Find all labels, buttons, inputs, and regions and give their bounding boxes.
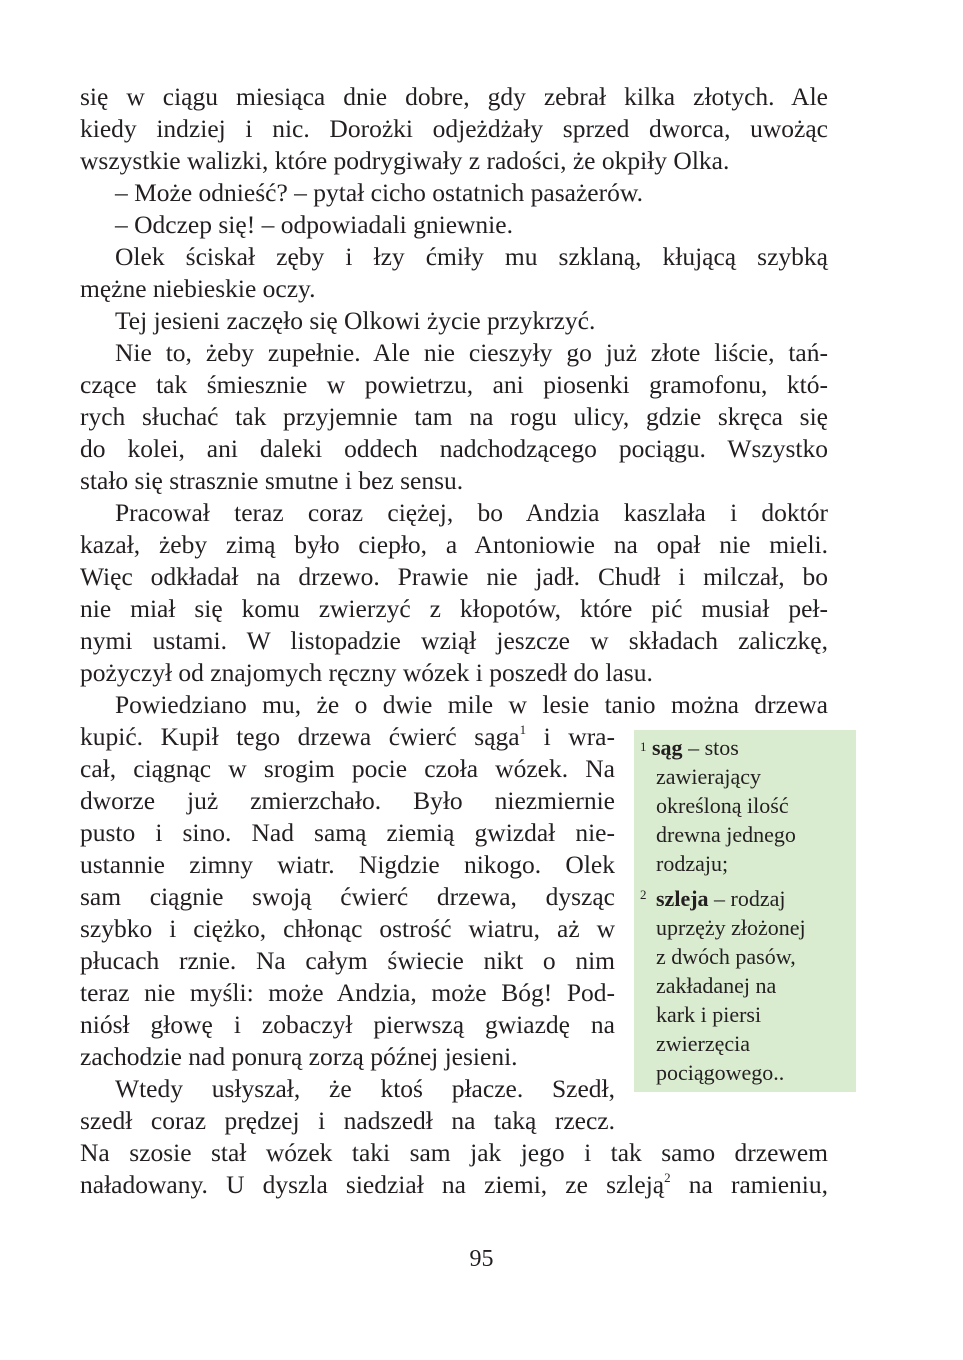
glossary-entry-line: uprzęży złożonej	[656, 915, 806, 940]
footnote-ref-1: 1	[519, 722, 527, 737]
glossary-entry-line	[652, 733, 739, 762]
glossary-box	[634, 730, 856, 1092]
glossary-definition: – stos	[682, 735, 739, 760]
text-line: Więc odkładał na drzewo. Prawie nie jadł. Chudł i milczał, bo	[80, 562, 828, 591]
glossary-term-szleja: szleja	[656, 886, 709, 911]
text-line: szybko i ciężko, chłonąc ostrość wiatru, aż w	[80, 914, 615, 943]
text-line: niósł głowę i zobaczył pierwszą gwiazdę na	[80, 1010, 615, 1039]
text-line: zachodzie nad ponurą zorzą późnej jesieni.	[80, 1042, 518, 1071]
text-fragment: i wra-	[526, 722, 615, 751]
text-line-with-footnote	[80, 721, 615, 753]
footnote-ref-2: 2	[664, 1170, 671, 1185]
text-line: ustannie zimny wiatr. Nigdzie nikogo. Olek	[80, 850, 615, 879]
glossary-entry-line: zakładanej na	[656, 973, 777, 998]
text-line: stało się strasznie smutne i bez sensu.	[80, 466, 464, 495]
text-line: się w ciągu miesiąca dnie dobre, gdy zebrał kilka złotych. Ale	[80, 82, 828, 111]
text-line: Nie to, żeby zupełnie. Ale nie cieszyły go już złote liście, tań-	[115, 338, 828, 367]
glossary-definition: – rodzaj	[708, 886, 786, 911]
dialogue-line: – Może odnieść? – pytał cicho ostatnich pasażerów.	[115, 178, 643, 207]
text-line: do kolei, ani daleki oddech nadchodzącego pociągu. Wszystko	[80, 434, 828, 463]
glossary-entry-line: kark i piersi	[656, 1002, 762, 1027]
glossary-entry-line: określoną ilość	[656, 793, 789, 818]
text-line: Wtedy usłyszał, że ktoś płacze. Szedł,	[115, 1074, 615, 1103]
text-line: sam ciągnie swoją ćwierć drzewa, dysząc	[80, 882, 615, 911]
text-line: mężne niebieskie oczy.	[80, 274, 316, 303]
text-fragment: naładowany. U dyszla siedział na ziemi, ze szleją	[80, 1170, 665, 1199]
glossary-entry-line: drewna jednego	[656, 822, 796, 847]
text-line: płucach rznie. Na całym świecie nikt o nim	[80, 946, 615, 975]
text-fragment: na ramieniu,	[670, 1170, 829, 1199]
text-line: Pracował teraz coraz ciężej, bo Andzia kaszlała i doktór	[115, 498, 828, 527]
text-line: kazał, żeby zimą było ciepło, a Antoniowie na opał nie mieli.	[80, 530, 828, 559]
text-line: nie miał się komu zwierzyć z kłopotów, które pić musiał peł-	[80, 594, 828, 623]
text-line: wszystkie walizki, które podrygiwały z radości, że okpiły Olka.	[80, 146, 730, 175]
text-line: Olek ściskał zęby i łzy ćmiły mu szklaną, kłującą szybką	[115, 242, 828, 271]
text-line: Tej jesieni zaczęło się Olkowi życie przykrzyć.	[115, 306, 596, 335]
dialogue-line: – Odczep się! – odpowiadali gniewnie.	[115, 210, 513, 239]
text-line: szedł coraz prędzej i nadszedł na taką rzecz.	[80, 1106, 615, 1135]
text-line: Powiedziano mu, że o dwie mile w lesie tanio można drzewa	[115, 690, 828, 719]
text-line: Na szosie stał wózek taki sam jak jego i tak samo drzewem	[80, 1138, 828, 1167]
text-line: pożyczył od znajomych ręczny wózek i poszedł do lasu.	[80, 658, 653, 687]
text-line: cał, ciągnąc w srogim pocie czoła wózek. Na	[80, 754, 615, 783]
text-line: dworze już zmierzchało. Było niezmiernie	[80, 786, 615, 815]
page-number: 95	[469, 1246, 494, 1272]
text-fragment: kupić. Kupił tego drzewa ćwierć sąga	[80, 722, 520, 751]
text-line: kiedy indziej i nic. Dorożki odjeżdżały sprzed dworca, uwożąc	[80, 114, 828, 143]
glossary-entry-line: pociągowego..	[656, 1060, 785, 1085]
text-line: rych słuchać tak przyjemnie tam na rogu ulicy, gdzie skręca się	[80, 402, 828, 431]
glossary-entry-line: rodzaju;	[656, 851, 729, 876]
text-line-with-footnote	[80, 1169, 828, 1201]
glossary-entry-line: z dwóch pasów,	[656, 944, 796, 969]
text-line: pusto i sino. Nad samą ziemią gwizdał nie-	[80, 818, 615, 847]
glossary-number-1: 1	[640, 739, 647, 754]
text-line: nymi ustami. W listopadzie wziął jeszcze w składach zaliczkę,	[80, 626, 828, 655]
glossary-number-2: 2	[640, 887, 647, 902]
glossary-entry-line: zwierzęcia	[656, 1031, 751, 1056]
glossary-entry-line: zawierający	[656, 764, 762, 789]
glossary-term-sag: sąg	[652, 735, 683, 760]
text-line: teraz nie myśli: może Andzia, może Bóg! Pod-	[80, 978, 615, 1007]
text-line: czące tak śmiesznie w powietrzu, ani piosenki gramofonu, któ-	[80, 370, 828, 399]
glossary-entry-line	[656, 884, 786, 913]
